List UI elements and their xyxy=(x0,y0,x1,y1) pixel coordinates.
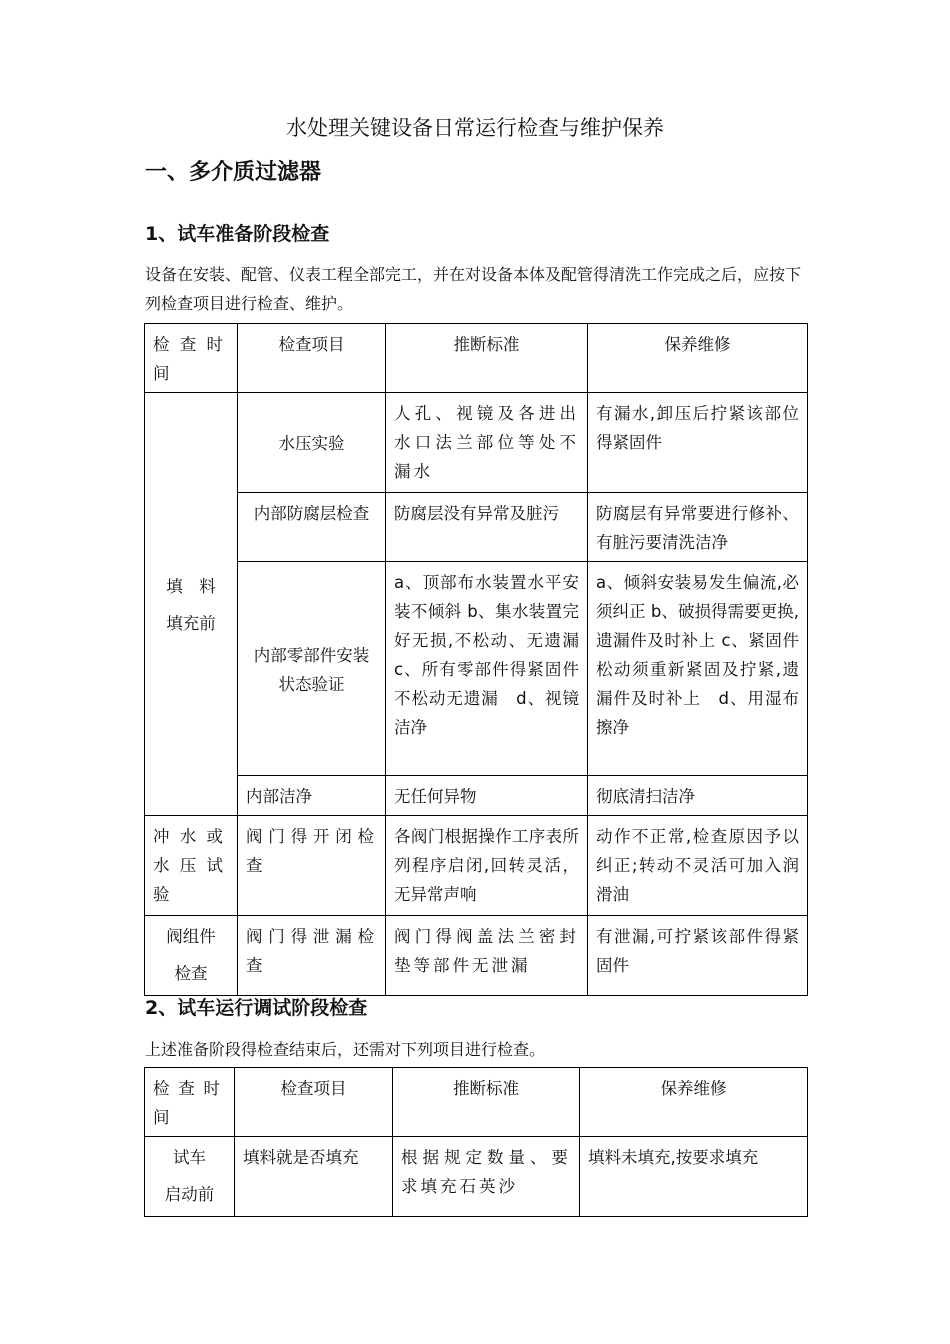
header-maintenance: 保养维修 xyxy=(588,324,808,393)
cell-standard: a、顶部布水装置水平安装不倾斜 b、集水装置完好无损,不松动、无遗漏 c、所有零部件得紧固件不松动无遗漏 d、视镜洁净 xyxy=(386,562,588,776)
table-row xyxy=(145,562,808,776)
cell-item: 内部防腐层检查 xyxy=(238,493,386,562)
cell-time-line2: 启动前 xyxy=(164,1185,215,1204)
cell-standard: 根据规定数量、要求填充石英沙 xyxy=(393,1137,580,1217)
table-row xyxy=(145,816,808,916)
subsection-heading-preparation: 1、试车准备阶段检查 xyxy=(145,223,330,245)
cell-maintenance: 填料未填充,按要求填充 xyxy=(580,1137,808,1217)
header-standard: 推断标准 xyxy=(386,324,588,393)
header-check-time: 检查时间 xyxy=(145,1068,235,1137)
group-label-before-filling xyxy=(145,393,238,816)
table-header-row xyxy=(145,324,808,393)
cell-maintenance: 有漏水,卸压后拧紧该部位得紧固件 xyxy=(588,393,808,493)
cell-item: 阀门得开闭检查 xyxy=(238,816,386,916)
cell-item: 内部洁净 xyxy=(238,776,386,816)
table-header-row xyxy=(145,1068,808,1137)
cell-maintenance: 动作不正常,检查原因予以纠正;转动不灵活可加入润滑油 xyxy=(588,816,808,916)
cell-time: 冲水或水压试验 xyxy=(145,816,238,916)
cell-time xyxy=(145,916,238,996)
cell-time-line1: 阀组件 xyxy=(166,927,216,946)
header-check-item: 检查项目 xyxy=(235,1068,393,1137)
cell-time-line1: 试车 xyxy=(173,1148,206,1167)
cell-item: 填料就是否填充 xyxy=(235,1137,393,1217)
cell-maintenance: 有泄漏,可拧紧该部件得紧固件 xyxy=(588,916,808,996)
header-maintenance: 保养维修 xyxy=(580,1068,808,1137)
cell-time xyxy=(145,1137,235,1217)
preparation-check-table xyxy=(144,323,808,996)
cell-standard: 各阀门根据操作工序表所列程序启闭,回转灵活，无异常声响 xyxy=(386,816,588,916)
cell-standard: 防腐层没有异常及脏污 xyxy=(386,493,588,562)
group-label-line2: 填充前 xyxy=(166,614,216,633)
table-row xyxy=(145,776,808,816)
cell-standard: 人孔、视镜及各进出水口法兰部位等处不漏水 xyxy=(386,393,588,493)
cell-item: 水压实验 xyxy=(238,393,386,493)
commissioning-check-table xyxy=(144,1067,808,1217)
header-check-item: 检查项目 xyxy=(238,324,386,393)
header-check-time: 检查时间 xyxy=(145,324,238,393)
cell-item: 阀门得泄漏检查 xyxy=(238,916,386,996)
section-heading-multimedia-filter: 一、多介质过滤器 xyxy=(145,160,322,185)
cell-time-line2: 检查 xyxy=(174,964,208,983)
cell-standard: 阀门得阀盖法兰密封垫等部件无泄漏 xyxy=(386,916,588,996)
cell-maintenance: 彻底清扫洁净 xyxy=(588,776,808,816)
cell-maintenance: a、倾斜安装易发生偏流,必须纠正 b、破损得需要更换,遗漏件及时补上 c、紧固件松动须重新紧固及拧紧,遗漏件及时补上 d、用湿布擦净 xyxy=(588,562,808,776)
header-standard: 推断标准 xyxy=(393,1068,580,1137)
subsection-heading-commissioning: 2、试车运行调试阶段检查 xyxy=(145,997,368,1019)
cell-maintenance: 防腐层有异常要进行修补、有脏污要清洗洁净 xyxy=(588,493,808,562)
table-row xyxy=(145,916,808,996)
document-title: 水处理关键设备日常运行检查与维护保养 xyxy=(286,116,664,140)
table-row xyxy=(145,493,808,562)
commissioning-intro-paragraph: 上述准备阶段得检查结束后，还需对下列项目进行检查。 xyxy=(145,1040,546,1059)
group-label-line1: 填 料 xyxy=(166,577,216,596)
table-row xyxy=(145,393,808,493)
cell-standard: 无任何异物 xyxy=(386,776,588,816)
table-row xyxy=(145,1137,808,1217)
cell-item: 内部零部件安装状态验证 xyxy=(238,562,386,776)
preparation-intro-paragraph: 设备在安装、配管、仪表工程全部完工，并在对设备本体及配管得清洗工作完成之后，应按下列检查项目进行检查、维护。 xyxy=(145,265,802,313)
